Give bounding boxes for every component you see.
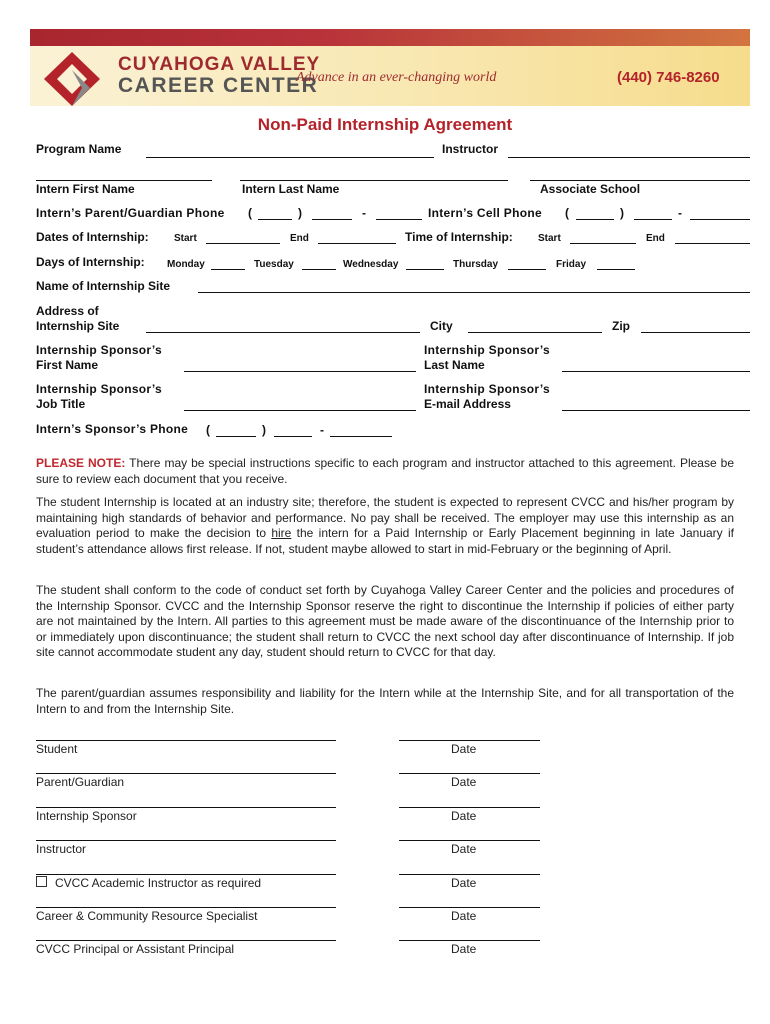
signature-line[interactable]: [36, 773, 336, 774]
thursday-label: Thursday: [453, 259, 499, 270]
cell-phone-open-paren: (: [565, 206, 569, 220]
wednesday-label: Wednesday: [343, 259, 399, 270]
site-name-field[interactable]: [198, 292, 750, 293]
brand-name-line1: CUYAHOGA VALLEY: [118, 54, 321, 75]
zip-field[interactable]: [641, 332, 750, 333]
time-end-field[interactable]: [675, 243, 750, 244]
sponsor-phone-label: Intern’s Sponsor’s Phone: [36, 422, 189, 436]
conduct-paragraph: The student shall conform to the code of conduct set forth by Cuyahoga Valley Career Center and the policies and procedures of the Internship Sponsor. CVCC and the Internship Sponsor reserve the right to discontinue the Internship if policies of either party are not maintained by the Intern. All parties to this agreement must be made aware of the discontinuance of the Internship prior to or immediately upon discontinuance; the student shall return to CVCC the next school day after discontinuance of Internship. If job site cannot accommodate student any day, student should return to CVCC for that day.: [36, 583, 734, 659]
instructor-field[interactable]: [508, 157, 750, 158]
intern-first-name-field[interactable]: [36, 180, 212, 181]
signature-line[interactable]: [36, 740, 336, 741]
parent-phone-label: Intern’s Parent/Guardian Phone: [36, 206, 225, 220]
sponsor-job-title-field[interactable]: [184, 410, 416, 411]
sponsor-email-field[interactable]: [562, 410, 750, 411]
parent-phone-prefix-field[interactable]: [312, 219, 352, 220]
sponsor-first-name-field[interactable]: [184, 371, 416, 372]
parent-phone-dash: -: [362, 206, 366, 220]
cell-phone-dash: -: [678, 206, 682, 220]
signature-date-line[interactable]: [399, 907, 540, 908]
program-name-field[interactable]: [146, 157, 434, 158]
zip-label: Zip: [612, 319, 630, 333]
parent-phone-close-paren: ): [298, 206, 302, 220]
please-note-paragraph: [36, 456, 734, 487]
time-start-label: Start: [538, 233, 561, 244]
address-field[interactable]: [146, 332, 420, 333]
sponsor-phone-prefix-field[interactable]: [274, 436, 312, 437]
signature-date-label: Date: [451, 909, 477, 923]
internship-paragraph-text-b: the intern for a Paid Internship or Early Placement beginning in late January if student’s attendance allows first release. If not, student maybe allowed to start in mid-February or the beginning of April.: [36, 526, 734, 556]
sponsor-email-label-line1: Internship Sponsor’s: [424, 382, 551, 396]
parent-phone-line-field[interactable]: [376, 219, 422, 220]
dates-start-label: Start: [174, 233, 197, 244]
signature-line[interactable]: [36, 874, 336, 875]
wednesday-field[interactable]: [406, 269, 444, 270]
city-field[interactable]: [468, 332, 602, 333]
signature-date-label: Date: [451, 775, 477, 789]
header-top-bar: [30, 29, 750, 46]
signature-line[interactable]: [36, 807, 336, 808]
cell-phone-close-paren: ): [620, 206, 624, 220]
parent-phone-open-paren: (: [248, 206, 252, 220]
city-label: City: [430, 319, 453, 333]
dates-end-label: End: [290, 233, 309, 244]
signature-date-line[interactable]: [399, 740, 540, 741]
internship-paragraph-text-a: The student Internship is located at an industry site; therefore, the student is expected to represent CVCC and his/her program by maintaining high standards of behavior and performance. No pay shall be received. The employer may use this internship as an evaluation period to make the decision to: [36, 495, 734, 540]
signature-label-text: Instructor: [36, 842, 87, 856]
liability-paragraph: The parent/guardian assumes responsibility and liability for the Intern while at the Internship Site, and for all transportation of the Intern to and from the Internship Site.: [36, 686, 734, 716]
dates-label: Dates of Internship:: [36, 230, 149, 244]
time-end-label: End: [646, 233, 665, 244]
signature-date-label: Date: [451, 876, 477, 890]
hire-word: hire: [271, 526, 292, 540]
signature-label-text: Internship Sponsor: [36, 809, 137, 823]
signature-date-line[interactable]: [399, 940, 540, 941]
signature-label: [36, 909, 257, 923]
sponsor-phone-dash: -: [320, 423, 324, 437]
please-note-text: There may be special instructions specific to each program and instructor attached to this agreement. Please be sure to review each document that you receive.: [36, 456, 734, 486]
signature-date-line[interactable]: [399, 807, 540, 808]
sponsor-phone-line-field[interactable]: [330, 436, 392, 437]
signature-label: [36, 742, 77, 756]
dates-start-field[interactable]: [206, 243, 280, 244]
program-name-label: Program Name: [36, 142, 122, 156]
signature-label-text: Student: [36, 742, 78, 756]
internship-paragraph: [36, 495, 734, 557]
tagline: Advance in an ever-changing world: [296, 70, 497, 85]
signature-date-label: Date: [451, 942, 477, 956]
cell-phone-area-field[interactable]: [576, 219, 614, 220]
signature-label: [36, 942, 234, 956]
monday-label: Monday: [167, 259, 205, 270]
tuesday-field[interactable]: [302, 269, 336, 270]
sponsor-phone-close-paren: ): [262, 423, 266, 437]
sponsor-last-label-line1: Internship Sponsor’s: [424, 343, 551, 357]
sponsor-last-label-line2: Last Name: [424, 358, 485, 372]
address-label-line2: Internship Site: [36, 319, 120, 333]
sponsor-email-label-line2: E-mail Address: [424, 397, 511, 411]
site-name-label: Name of Internship Site: [36, 279, 171, 293]
signature-date-line[interactable]: [399, 773, 540, 774]
intern-last-name-label: Intern Last Name: [242, 182, 340, 196]
friday-label: Friday: [556, 259, 587, 270]
associate-school-field[interactable]: [530, 180, 750, 181]
sponsor-job-label-line2: Job Title: [36, 397, 86, 411]
parent-phone-area-field[interactable]: [258, 219, 292, 220]
sponsor-first-label-line1: Internship Sponsor’s: [36, 343, 163, 357]
signature-label-text: Career & Community Resource Specialist: [36, 909, 258, 923]
thursday-field[interactable]: [508, 269, 546, 270]
checkbox-icon[interactable]: [36, 876, 47, 887]
signature-label-text: CVCC Principal or Assistant Principal: [36, 942, 235, 956]
dates-end-field[interactable]: [318, 243, 396, 244]
days-label: Days of Internship:: [36, 255, 145, 269]
cell-phone-label: Intern’s Cell Phone: [428, 206, 542, 220]
signature-label: [36, 842, 86, 856]
header-phone: (440) 746-8260: [617, 69, 720, 86]
signature-date-line[interactable]: [399, 874, 540, 875]
signature-line[interactable]: [36, 840, 336, 841]
signature-date-line[interactable]: [399, 840, 540, 841]
signature-line[interactable]: [36, 907, 336, 908]
signature-label: [36, 809, 137, 823]
sponsor-job-label-line1: Internship Sponsor’s: [36, 382, 163, 396]
associate-school-label: Associate School: [540, 182, 641, 196]
intern-last-name-field[interactable]: [240, 180, 508, 181]
intern-first-name-label: Intern First Name: [36, 182, 135, 196]
sponsor-first-label-line2: First Name: [36, 358, 99, 372]
friday-field[interactable]: [597, 269, 635, 270]
monday-field[interactable]: [211, 269, 245, 270]
page-title: Non-Paid Internship Agreement: [257, 115, 513, 134]
signature-date-label: Date: [451, 742, 477, 756]
signature-label: [36, 775, 124, 789]
signature-label-text: CVCC Academic Instructor as required: [55, 876, 262, 890]
signature-label-text: Parent/Guardian: [36, 775, 125, 789]
address-label-line1: Address of: [36, 304, 99, 318]
signature-date-label: Date: [451, 809, 477, 823]
school-logo: [42, 50, 102, 108]
time-start-field[interactable]: [570, 243, 636, 244]
sponsor-phone-area-field[interactable]: [216, 436, 256, 437]
brand-name-line2: CAREER CENTER: [118, 74, 319, 97]
cell-phone-line-field[interactable]: [690, 219, 750, 220]
cell-phone-prefix-field[interactable]: [634, 219, 672, 220]
sponsor-phone-open-paren: (: [206, 423, 210, 437]
please-note-label: PLEASE NOTE:: [36, 456, 126, 470]
instructor-label: Instructor: [442, 142, 499, 156]
signature-date-label: Date: [451, 842, 477, 856]
sponsor-last-name-field[interactable]: [562, 371, 750, 372]
signature-label: [36, 876, 261, 890]
tuesday-label: Tuesday: [254, 259, 294, 270]
signature-line[interactable]: [36, 940, 336, 941]
time-label: Time of Internship:: [405, 230, 513, 244]
